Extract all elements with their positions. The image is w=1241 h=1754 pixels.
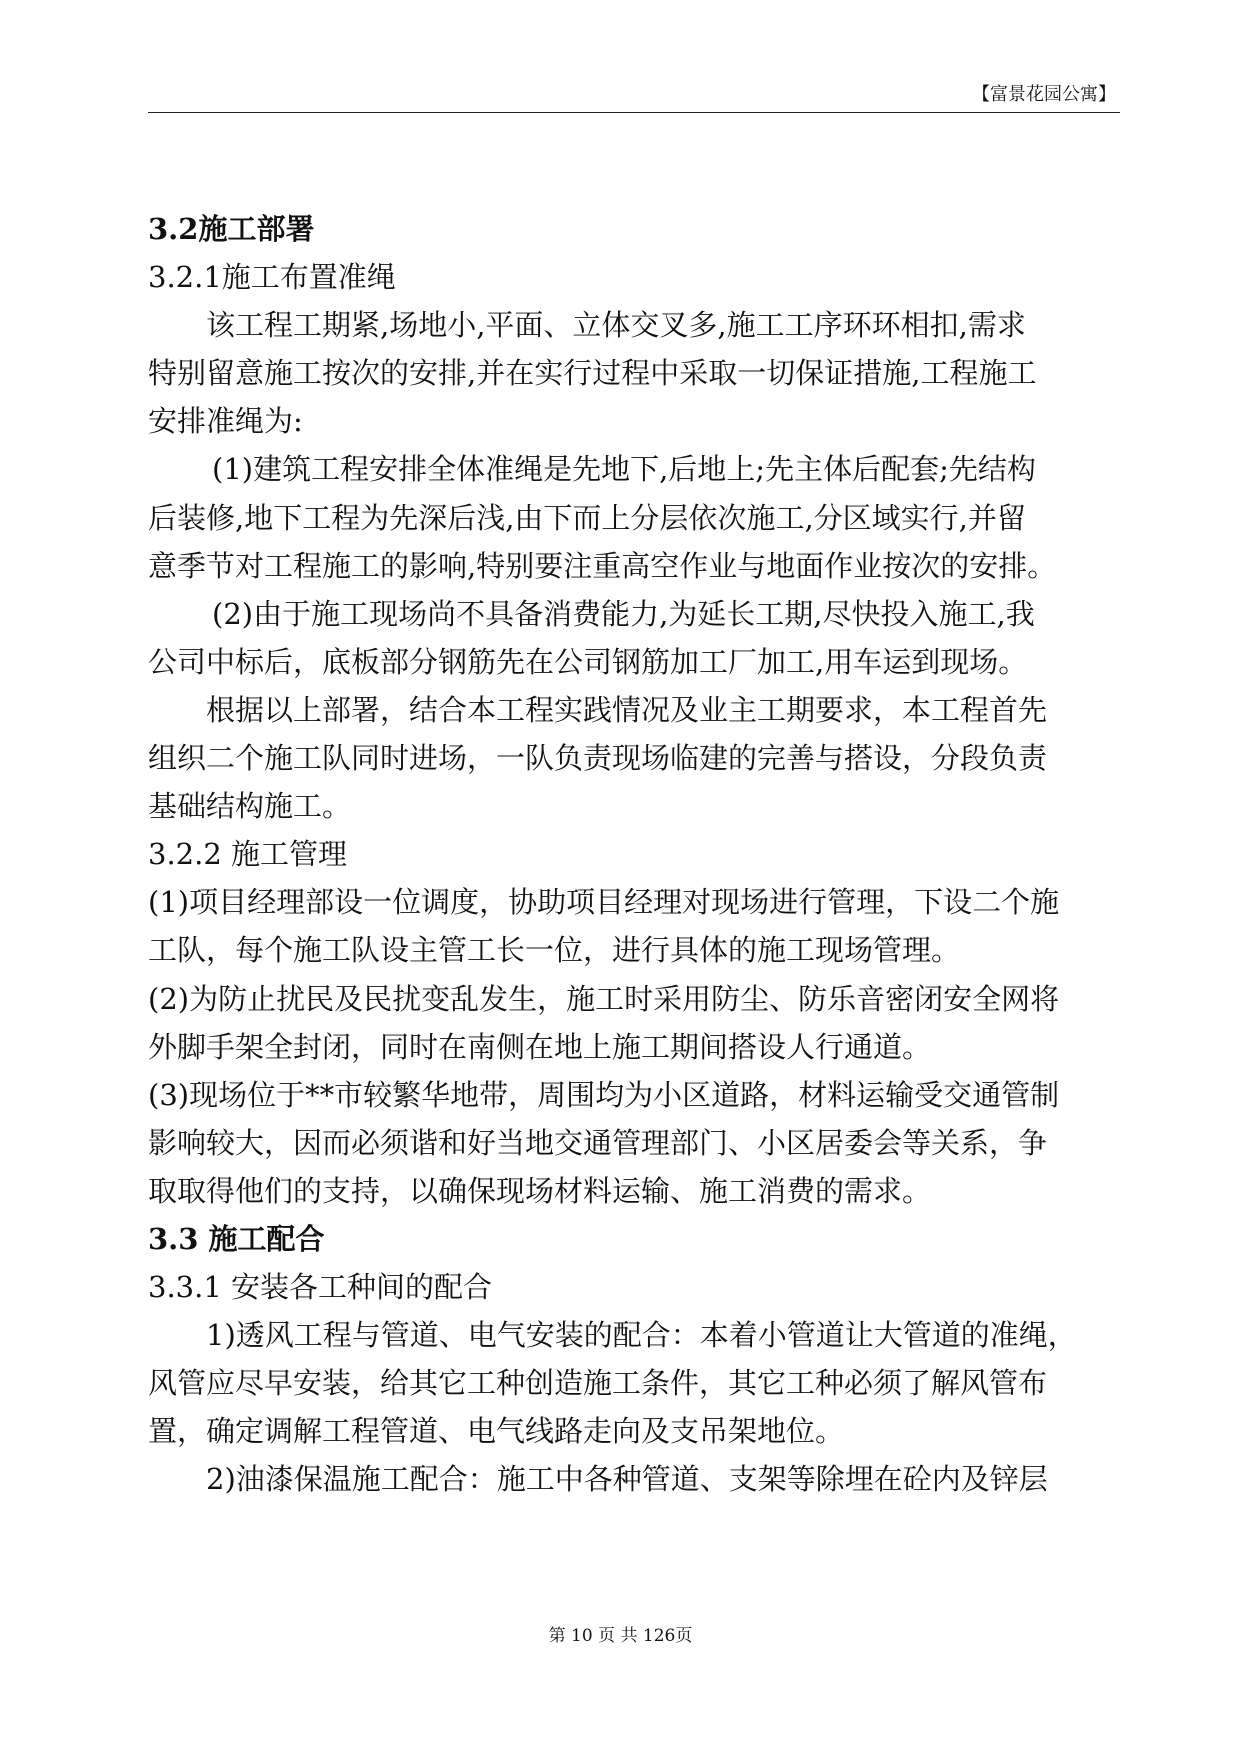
text-line: 置，确定调解工程管道、电气线路走向及支吊架地位。 — [148, 1414, 845, 1449]
text-line: 组织二个施工队同时进场，一队负责现场临建的完善与搭设，分段负责 — [148, 741, 1048, 776]
text-line: 后装修,地下工程为先深后浅,由下而上分层依次施工,分区域实行,并留 — [148, 500, 1026, 535]
text-line: 2)油漆保温施工配合：施工中各种管道、支架等除埋在砼内及锌层 — [206, 1462, 1048, 1497]
section-heading: 3.2施工部署 — [148, 212, 315, 246]
page-header — [148, 84, 1120, 113]
page-number: 第 10 页 共 126页 — [548, 1626, 693, 1646]
text-line: (1)项目经理部设一位调度，协助项目经理对现场进行管理，下设二个施 — [148, 885, 1060, 920]
text-line: 基础结构施工。 — [148, 789, 352, 824]
text-line: 风管应尽早安装，给其它工种创造施工条件，其它工种必须了解风管布 — [148, 1366, 1048, 1401]
text-line: 3.3.1 安装各工种间的配合 — [148, 1270, 493, 1305]
text-line: 根据以上部署，结合本工程实践情况及业主工期要求，本工程首先 — [206, 692, 1048, 727]
header-title: 【富景花园公寓】 — [972, 84, 1116, 105]
text-line: 该工程工期紧,场地小,平面、立体交叉多,施工工序环环相扣,需求 — [206, 308, 1026, 343]
text-line: 1)透风工程与管道、电气安装的配合：本着小管道让大管道的准绳， — [206, 1318, 1077, 1353]
text-line: (1)建筑工程安排全体准绳是先地下,后地上;先主体后配套;先结构 — [212, 452, 1036, 487]
text-line: (2)由于施工现场尚不具备消费能力,为延长工期,尽快投入施工,我 — [212, 596, 1035, 631]
text-line: 工队，每个施工队设主管工长一位，进行具体的施工现场管理。 — [148, 933, 961, 968]
text-line: 取取得他们的支持，以确保现场材料运输、施工消费的需求。 — [148, 1173, 932, 1208]
text-line: (2)为防止扰民及民扰变乱发生，施工时采用防尘、防乐音密闭安全网将 — [148, 981, 1060, 1016]
text-line: 影响较大，因而必须谐和好当地交通管理部门、小区居委会等关系，争 — [148, 1125, 1048, 1160]
text-line: 意季节对工程施工的影响,特别要注重高空作业与地面作业按次的安排。 — [148, 548, 1057, 583]
text-line: (3)现场位于**市较繁华地带，周围均为小区道路，材料运输受交通管制 — [148, 1077, 1060, 1112]
text-line: 外脚手架全封闭，同时在南侧在地上施工期间搭设人行通道。 — [148, 1029, 932, 1064]
text-line: 特别留意施工按次的安排,并在实行过程中采取一切保证措施,工程施工 — [148, 356, 1037, 391]
text-line: 公司中标后，底板部分钢筋先在公司钢筋加工厂加工,用车运到现场。 — [148, 644, 1028, 679]
text-line: 3.2.2 施工管理 — [148, 837, 348, 872]
text-line: 3.2.1施工布置准绳 — [148, 260, 396, 295]
text-line: 安排准绳为: — [148, 404, 303, 439]
document-body — [148, 205, 1120, 1504]
section-heading: 3.3 施工配合 — [148, 1221, 325, 1256]
